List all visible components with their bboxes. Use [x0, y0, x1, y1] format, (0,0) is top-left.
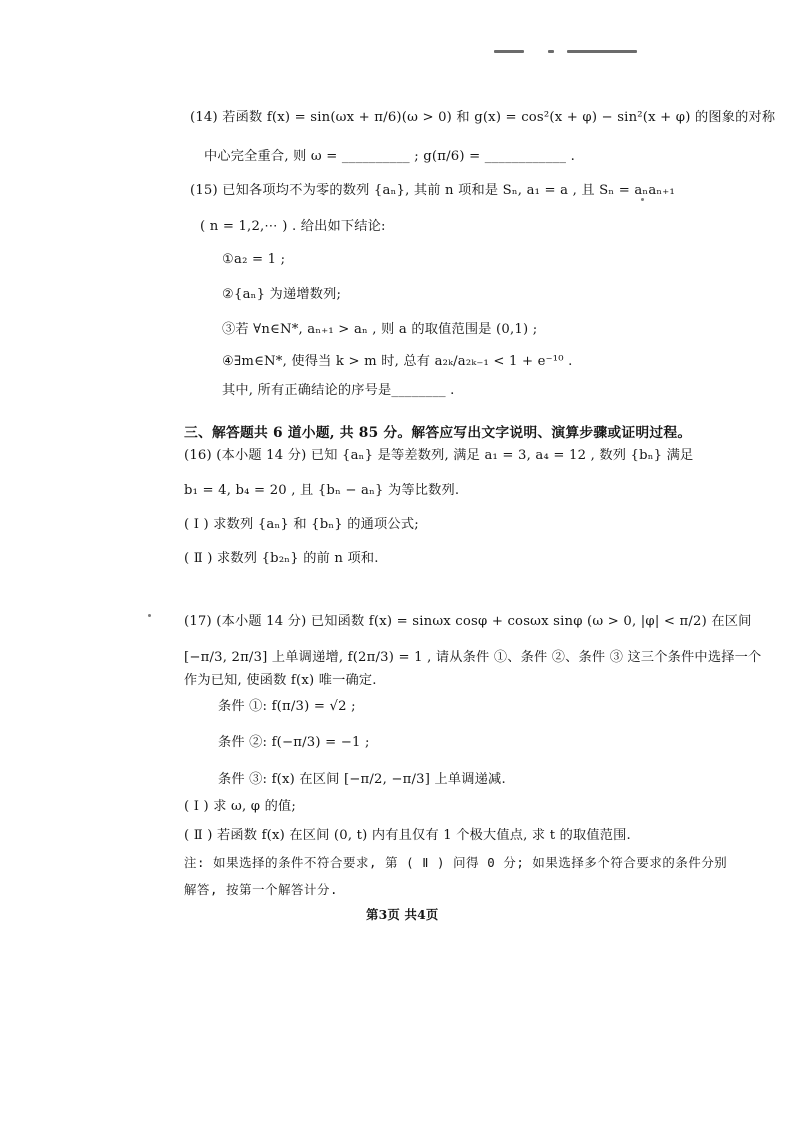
q14-line-1: (14) 若函数 f(x) = sin(ωx + π/6)(ω > 0) 和 g(x) = cos²(x + φ) − sin²(x + φ) 的图象的对称 — [190, 110, 776, 125]
q17-line-3: 作为已知, 使函数 f(x) 唯一确定. — [184, 673, 377, 688]
q16-part-2: ( Ⅱ ) 求数列 {b₂ₙ} 的前 n 项和. — [184, 551, 379, 566]
q17-note-line-2: 解答, 按第一个解答计分. — [184, 882, 339, 897]
q17-part-2: ( Ⅱ ) 若函数 f(x) 在区间 (0, t) 内有且仅有 1 个极大值点, 求 t 的取值范围. — [184, 828, 631, 843]
q14-line-2: 中心完全重合, 则 ω = __________ ; g(π/6) = ____________ . — [204, 149, 576, 164]
q15-item-1: ①a₂ = 1 ; — [222, 252, 286, 267]
page-number: 第3页 共4页 — [366, 907, 439, 922]
scan-artifact-mark — [548, 50, 554, 53]
q17-note-line-1: 注: 如果选择的条件不符合要求, 第 ( Ⅱ ) 问得 0 分; 如果选择多个符合要求的条件分别 — [184, 855, 728, 870]
scan-artifact-dot — [148, 614, 151, 617]
scan-artifact-mark — [567, 50, 637, 53]
q15-conclusion: 其中, 所有正确结论的序号是________ . — [222, 383, 455, 398]
q15-item-2: ②{aₙ} 为递增数列; — [222, 287, 342, 302]
q15-line-1: (15) 已知各项均不为零的数列 {aₙ}, 其前 n 项和是 Sₙ, a₁ = a , 且 Sₙ = aₙaₙ₊₁ — [190, 183, 675, 198]
q15-item-3: ③若 ∀n∈N*, aₙ₊₁ > aₙ , 则 a 的取值范围是 (0,1) ; — [222, 322, 538, 337]
q17-line-2: [−π/3, 2π/3] 上单调递增, f(2π/3) = 1 , 请从条件 ①、条件 ②、条件 ③ 这三个条件中选择一个 — [184, 650, 762, 665]
section-3-heading: 三、解答题共 6 道小题, 共 85 分。解答应写出文字说明、演算步骤或证明过程。 — [184, 425, 692, 441]
q16-part-1: ( Ⅰ ) 求数列 {aₙ} 和 {bₙ} 的通项公式; — [184, 517, 419, 532]
q17-condition-1: 条件 ①: f(π/3) = √2 ; — [218, 699, 356, 714]
q17-line-1: (17) (本小题 14 分) 已知函数 f(x) = sinωx cosφ + cosωx sinφ (ω > 0, |φ| < π/2) 在区间 — [184, 614, 752, 629]
q17-condition-3: 条件 ③: f(x) 在区间 [−π/2, −π/3] 上单调递减. — [218, 772, 506, 787]
q15-item-4: ④∃m∈N*, 使得当 k > m 时, 总有 a₂ₖ/a₂ₖ₋₁ < 1 + e⁻¹⁰ . — [222, 354, 573, 369]
q16-line-2: b₁ = 4, b₄ = 20 , 且 {bₙ − aₙ} 为等比数列. — [184, 483, 460, 498]
q16-line-1: (16) (本小题 14 分) 已知 {aₙ} 是等差数列, 满足 a₁ = 3, a₄ = 12 , 数列 {bₙ} 满足 — [184, 448, 694, 463]
q17-part-1: ( Ⅰ ) 求 ω, φ 的值; — [184, 799, 297, 814]
q17-condition-2: 条件 ②: f(−π/3) = −1 ; — [218, 735, 370, 750]
q15-line-2: ( n = 1,2,⋯ ) . 给出如下结论: — [200, 219, 386, 234]
scan-artifact-mark — [494, 50, 524, 53]
